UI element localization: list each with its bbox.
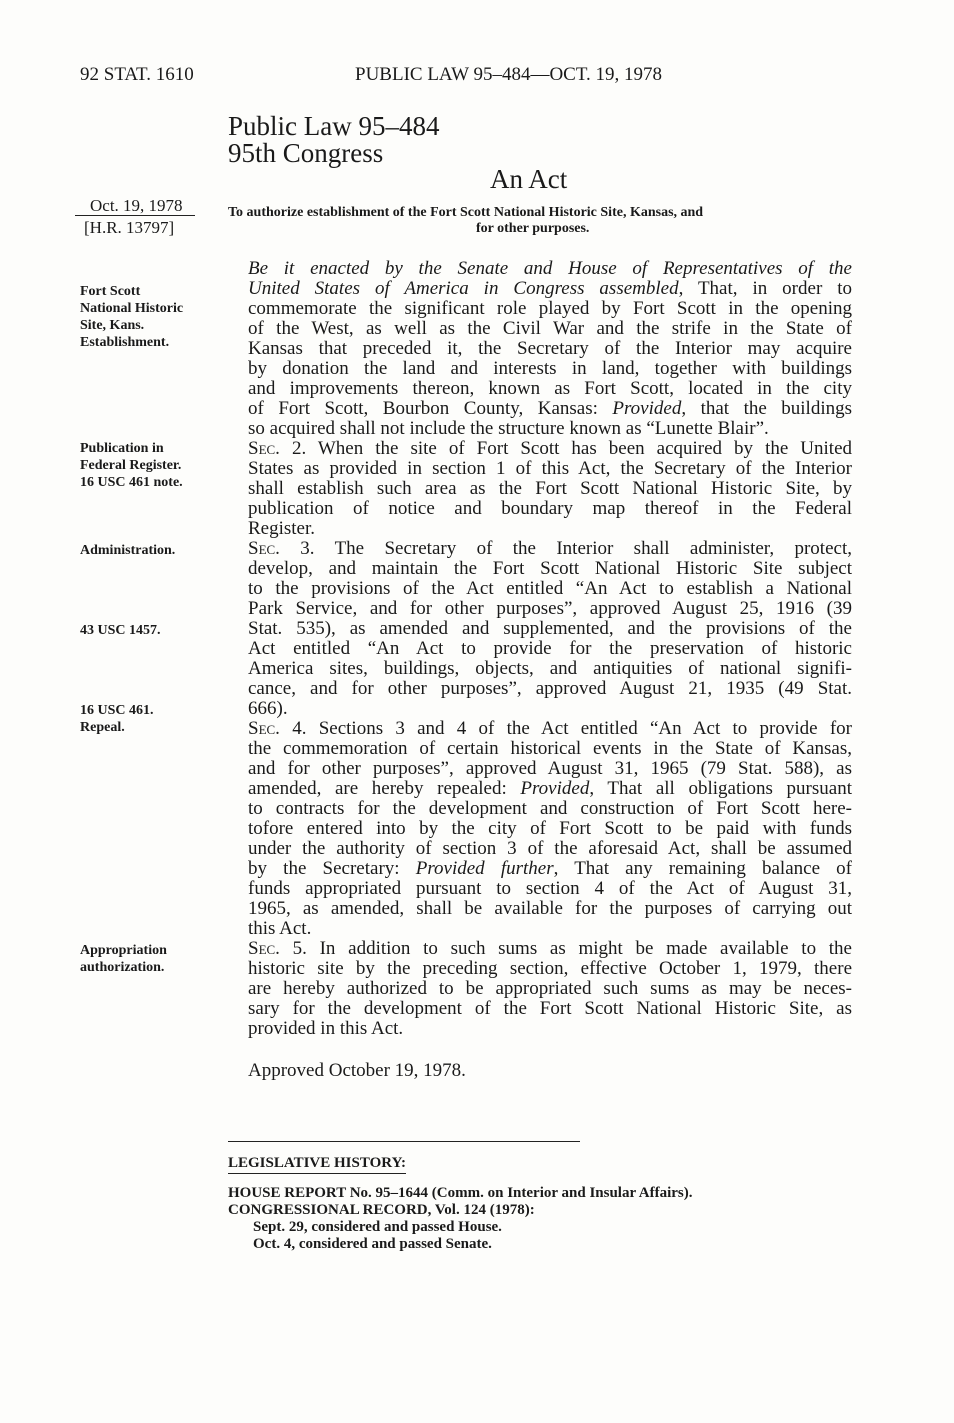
margin-note [80,942,167,976]
history-event: Sept. 29, considered and passed House. [253,1219,502,1235]
text-run: are hereby authorized to be appropriated such sums as may be neces- [248,978,852,999]
text-run: of Fort Scott, Bourbon County, Kansas: [248,398,613,419]
body-line [248,559,852,579]
act-body [248,259,852,1039]
legislative-history-heading: LEGISLATIVE HISTORY: [228,1155,406,1174]
margin-note-line: 16 USC 461. [80,703,154,718]
text-run: Kansas that preceded it, the Secretary of the Interior may acquire [248,338,852,359]
body-line [248,819,852,839]
body-line [248,379,852,399]
margin-note [80,542,175,559]
body-line [248,719,852,739]
body-line [248,319,852,339]
text-run: Stat. 535), as amended and supplemented, and the provisions of the [248,618,852,639]
body-line [248,779,852,799]
body-line [248,459,852,479]
body-line [248,299,852,319]
margin-note-line: authorization. [80,960,165,975]
margin-note-line: 43 USC 1457. [80,623,161,638]
body-line [248,679,852,699]
margin-note-line: Federal Register. [80,458,182,473]
text-run: tofore entered into by the city of Fort Scott to be paid with funds [248,818,852,839]
margin-divider [75,215,195,216]
text-run: Park Service, and for other purposes”, approved August 25, 1916 (39 [248,598,852,619]
margin-note [80,702,154,736]
body-line [248,899,852,919]
body-line [248,979,852,999]
margin-note-line: Establishment. [80,335,170,350]
text-run: , that the buildings [681,398,853,419]
margin-note [80,283,183,351]
margin-note-line: Fort Scott [80,284,141,299]
text-run: historic site by the preceding section, effective October 1, 1979, there [248,958,852,979]
text-run: shall establish such area as the Fort Scott National Historic Site, by [248,478,852,499]
margin-note-line: Publication in [80,441,164,456]
text-run: to contracts for the development and construction of Fort Scott here- [248,798,852,819]
text-run: to the provisions of the Act entitled “An Act to establish a National [248,578,852,599]
text-run: Be it enacted by the Senate and House of Representatives of the [248,258,852,279]
body-line [248,399,852,419]
body-line [248,619,852,639]
text-run: Register. [248,518,316,539]
margin-note-line: National Historic [80,301,184,316]
text-run: Sec. [248,438,280,459]
text-run: Sec. [248,938,280,959]
text-run: 5. In addition to such sums as might be made available to the [279,938,852,959]
text-run: 4. Sections 3 and 4 of the Act entitled “An Act to provide for [279,718,852,739]
text-run: this Act. [248,918,312,939]
text-run: Provided further [415,858,554,879]
text-run: sary for the development of the Fort Scott National Historic Site, as [248,998,852,1019]
body-line [248,939,852,959]
congress: 95th Congress [228,138,384,168]
margin-note [80,622,161,639]
text-run: provided in this Act. [248,1018,404,1039]
margin-note [80,440,183,491]
law-number: Public Law 95–484 [228,111,440,141]
margin-note-line: Site, Kans. [80,318,145,333]
margin-date: Oct. 19, 1978 [90,196,183,215]
text-run: commemorate the significant role played by Fort Scott in the opening [248,298,852,319]
text-run: funds appropriated pursuant to section 4 of the Act of August 31, [248,878,852,899]
act-heading: An Act [490,164,568,194]
text-run: 666). [248,698,288,719]
body-line [248,659,852,679]
text-run: United States of America in Congress assembled [248,278,679,299]
body-line [248,279,852,299]
body-line [248,1019,852,1039]
text-run: and for other purposes”, approved August 31, 1965 (79 Stat. 588), as [248,758,852,779]
text-run: Sec. [248,538,280,559]
body-line [248,419,852,439]
congressional-record: CONGRESSIONAL RECORD, Vol. 124 (1978): [228,1202,535,1218]
text-run: , That any remaining balance of [553,858,852,879]
body-line [248,539,852,559]
house-report: HOUSE REPORT No. 95–1644 (Comm. on Interior and Insular Affairs). [228,1185,693,1201]
purpose-line-2: for other purposes. [476,221,590,236]
margin-note-line: Appropriation [80,943,167,958]
text-run: Sec. [248,718,280,739]
text-run: amended, are hereby repealed: [248,778,521,799]
approval-date: Approved October 19, 1978. [248,1060,466,1081]
body-line [248,439,852,459]
body-line [248,699,852,719]
body-line [248,799,852,819]
body-line [248,639,852,659]
margin-note-line: Repeal. [80,720,125,735]
text-run: America sites, buildings, objects, and antiquities of national signifi- [248,658,852,679]
body-line [248,739,852,759]
text-run: Provided [520,778,590,799]
text-run: by the Secretary: [248,858,416,879]
body-line [248,859,852,879]
text-run: , That, in order to [678,278,852,299]
body-line [248,959,852,979]
body-line [248,339,852,359]
body-line [248,759,852,779]
body-line [248,879,852,899]
margin-note-line: Administration. [80,543,176,558]
body-line [248,479,852,499]
text-run: and improvements thereon, known as Fort Scott, located in the city [248,378,852,399]
text-run: , That all obligations pursuant [589,778,852,799]
history-event: Oct. 4, considered and passed Senate. [253,1236,492,1252]
body-line [248,999,852,1019]
text-run: develop, and maintain the Fort Scott National Historic Site subject [248,558,852,579]
stat-page-number: 92 STAT. 1610 [80,64,194,85]
text-run: Provided [612,398,682,419]
text-run: publication of notice and boundary map thereof in the Federal [248,498,852,519]
history-rule [228,1141,580,1142]
purpose-line-1: To authorize establishment of the Fort Scott National Historic Site, Kansas, and [228,205,704,220]
body-line [248,919,852,939]
body-line [248,839,852,859]
body-line [248,259,852,279]
text-run: so acquired shall not include the structure known as “Lunette Blair”. [248,418,769,439]
body-line [248,499,852,519]
body-line [248,519,852,539]
text-run: States as provided in section 1 of this Act, the Secretary of the Interior [248,458,852,479]
body-line [248,359,852,379]
text-run: Act entitled “An Act to provide for the preservation of historic [248,638,852,659]
body-line [248,599,852,619]
text-run: 1965, as amended, shall be available for the purposes of carrying out [248,898,852,919]
margin-note-line: 16 USC 461 note. [80,475,183,490]
text-run: under the authority of section 3 of the aforesaid Act, shall be assumed [248,838,852,859]
text-run: by donation the land and interests in land, together with buildings [248,358,852,379]
text-run: 2. When the site of Fort Scott has been acquired by the United [279,438,852,459]
running-title: PUBLIC LAW 95–484—OCT. 19, 1978 [355,64,663,85]
text-run: cance, and for other purposes”, approved August 21, 1935 (49 Stat. [248,678,852,699]
text-run: 3. The Secretary of the Interior shall administer, protect, [279,538,852,559]
text-run: the commemoration of certain historical events in the State of Kansas, [248,738,852,759]
body-line [248,579,852,599]
text-run: of the West, as well as the Civil War and the strife in the State of [248,318,852,339]
margin-bill-number: [H.R. 13797] [84,218,175,237]
